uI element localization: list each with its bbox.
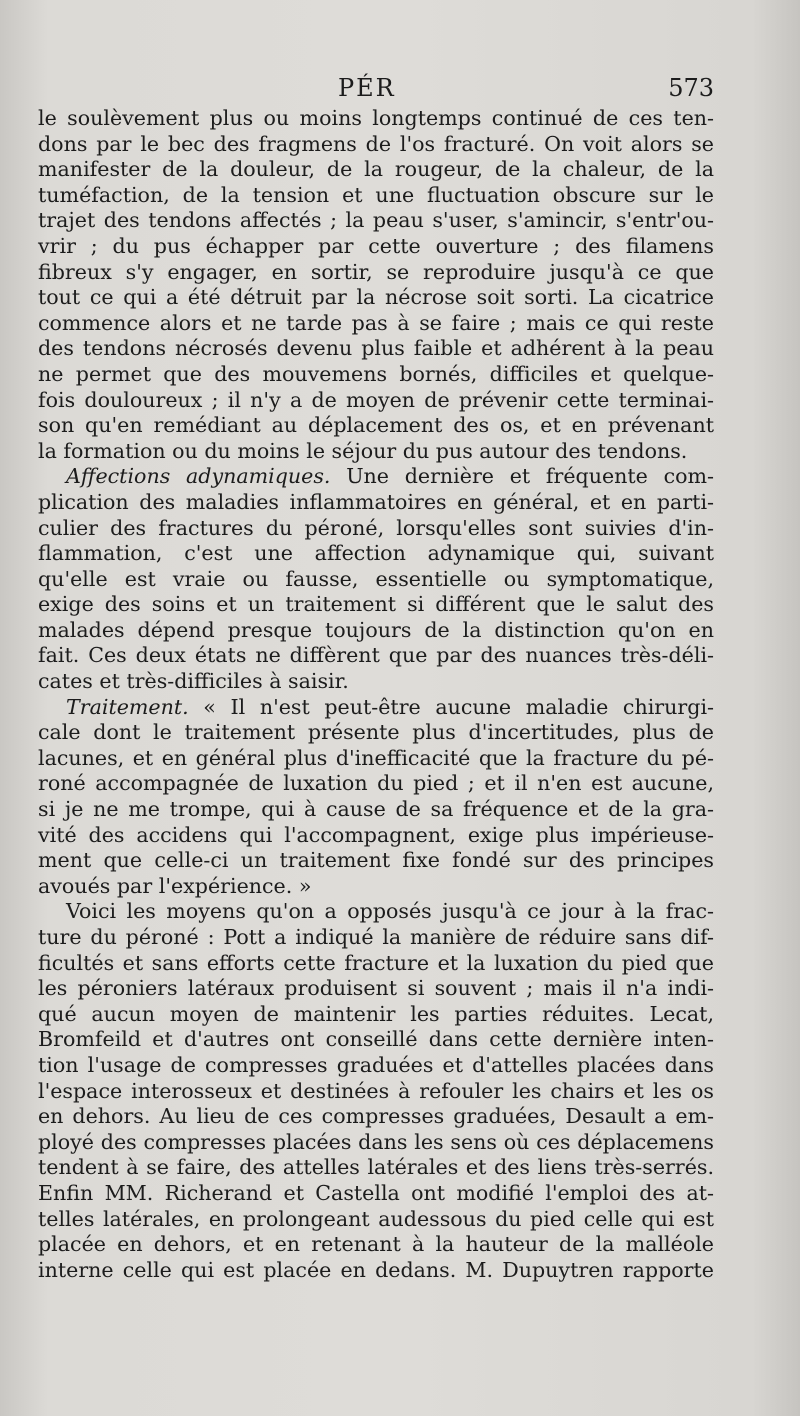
text-line	[38, 643, 714, 669]
italic-lead: Affections adynamiques.	[66, 464, 331, 489]
text-line	[38, 746, 714, 772]
text-line	[38, 951, 714, 977]
line-text: trajet des tendons affectés ; la peau s'user, s'amincir, s'entr'ou-	[38, 208, 714, 233]
text-line	[38, 464, 714, 490]
line-text: la formation ou du moins le séjour du pus autour des tendons.	[38, 438, 688, 463]
line-text: fois douloureux ; il n'y a de moyen de prévenir cette terminai-	[38, 387, 714, 412]
text-line	[38, 1002, 714, 1028]
text-line	[38, 183, 714, 209]
text-line	[38, 106, 714, 132]
line-text: ment que celle-ci un traitement fixe fondé sur des principes	[38, 848, 714, 873]
line-text: tout ce qui a été détruit par la nécrose soit sorti. La cicatrice	[38, 285, 714, 310]
text-line	[38, 976, 714, 1002]
text-line	[38, 1027, 714, 1053]
text-line	[38, 157, 714, 183]
line-text: qu'elle est vraie ou fausse, essentielle ou symptomatique,	[38, 566, 714, 591]
text-line	[38, 1053, 714, 1079]
line-text: avoués par l'expérience. »	[38, 873, 312, 898]
line-text: ficultés et sans efforts cette fracture et la luxation du pied que	[38, 950, 714, 975]
line-text: cates et très-difficiles à saisir.	[38, 669, 349, 694]
text-line	[38, 234, 714, 260]
line-text: flammation, c'est une affection adynamique qui, suivant	[38, 541, 714, 566]
line-text: exige des soins et un traitement si différent que le salut des	[38, 592, 714, 617]
line-text: Bromfeild et d'autres ont conseillé dans cette dernière inten-	[38, 1027, 714, 1052]
text-line	[38, 336, 714, 362]
text-line	[38, 490, 714, 516]
line-text: malades dépend presque toujours de la distinction qu'on en	[38, 617, 714, 642]
line-text: son qu'en remédiant au déplacement des os, et en prévenant	[38, 413, 714, 438]
line-text: tendent à se faire, des attelles latérales et des liens très-serrés.	[38, 1155, 714, 1180]
text-line	[38, 1155, 714, 1181]
line-text: ployé des compresses placées dans les sens où ces déplacemens	[38, 1129, 714, 1154]
text-line	[38, 1104, 714, 1130]
text-line	[38, 874, 714, 900]
line-text: culier des fractures du péroné, lorsqu'elles sont suivies d'in-	[38, 515, 714, 540]
line-text: interne celle qui est placée en dedans. M. Dupuytren rapporte	[38, 1257, 714, 1282]
line-text: qué aucun moyen de maintenir les parties réduites. Lecat,	[38, 1001, 714, 1026]
line-text: ture du péroné : Pott a indiqué la manière de réduire sans dif-	[38, 925, 714, 949]
text-line	[38, 516, 714, 542]
text-line	[38, 439, 714, 465]
page-header	[38, 74, 714, 104]
text-line	[38, 285, 714, 311]
text-line	[38, 1207, 714, 1233]
line-text: « Il n'est peut-être aucune maladie chirurgi-	[188, 694, 714, 719]
text-line	[38, 541, 714, 567]
line-text: Voici les moyens qu'on a opposés jusqu'à ce jour à la frac-	[66, 899, 714, 924]
line-text: les péroniers latéraux produisent si souvent ; mais il n'a indi-	[38, 976, 714, 1001]
line-text: des tendons nécrosés devenu plus faible et adhérent à la peau	[38, 336, 714, 361]
text-line	[38, 208, 714, 234]
body-text	[38, 106, 714, 1283]
line-text: cale dont le traitement présente plus d'incertitudes, plus de	[38, 720, 714, 745]
text-line	[38, 797, 714, 823]
page-number: 573	[668, 74, 714, 102]
text-line	[38, 848, 714, 874]
line-text: l'espace interosseux et destinées à refouler les chairs et les os	[38, 1078, 714, 1103]
text-line	[38, 669, 714, 695]
text-line	[38, 362, 714, 388]
text-line	[38, 311, 714, 337]
text-line	[38, 771, 714, 797]
line-text: le soulèvement plus ou moins longtemps continué de ces ten-	[38, 106, 714, 130]
text-line	[38, 720, 714, 746]
line-text: roné accompagnée de luxation du pied ; et il n'en est aucune,	[38, 771, 714, 796]
text-line	[38, 1079, 714, 1105]
text-line	[38, 1130, 714, 1156]
line-text: vrir ; du pus échapper par cette ouverture ; des filamens	[38, 233, 714, 258]
text-line	[38, 618, 714, 644]
text-line	[38, 899, 714, 925]
line-text: dons par le bec des fragmens de l'os fracturé. On voit alors se	[38, 131, 714, 156]
text-line	[38, 1258, 714, 1284]
line-text: tion l'usage de compresses graduées et d'attelles placées dans	[38, 1052, 714, 1077]
text-line	[38, 567, 714, 593]
text-line	[38, 1181, 714, 1207]
line-text: telles latérales, en prolongeant audessous du pied celle qui est	[38, 1206, 714, 1231]
text-line	[38, 132, 714, 158]
line-text: Enfin MM. Richerand et Castella ont modifié l'emploi des at-	[38, 1180, 714, 1205]
text-line	[38, 260, 714, 286]
line-text: plication des maladies inflammatoires en général, et en parti-	[38, 489, 714, 514]
line-text: lacunes, et en général plus d'inefficacité que la fracture du pé-	[38, 745, 714, 770]
italic-lead: Traitement.	[66, 694, 189, 719]
line-text: commence alors et ne tarde pas à se faire ; mais ce qui reste	[38, 310, 714, 335]
line-text: tuméfaction, de la tension et une fluctuation obscure sur le	[38, 182, 714, 207]
line-text: fait. Ces deux états ne diffèrent que par des nuances très-déli-	[38, 643, 714, 668]
text-line	[38, 695, 714, 721]
line-text: en dehors. Au lieu de ces compresses graduées, Desault a em-	[38, 1104, 714, 1129]
line-text: manifester de la douleur, de la rougeur, de la chaleur, de la	[38, 157, 714, 182]
text-line	[38, 925, 714, 951]
line-text: fibreux s'y engager, en sortir, se reproduire jusqu'à ce que	[38, 259, 714, 284]
running-head: PÉR	[338, 74, 396, 102]
text-line	[38, 413, 714, 439]
text-line	[38, 592, 714, 618]
line-text: ne permet que des mouvemens bornés, difficiles et quelque-	[38, 361, 714, 386]
line-text: Une dernière et fréquente com-	[330, 464, 714, 489]
text-line	[38, 388, 714, 414]
text-line	[38, 823, 714, 849]
line-text: vité des accidens qui l'accompagnent, exige plus impérieuse-	[38, 822, 714, 847]
line-text: si je ne me trompe, qui à cause de sa fréquence et de la gra-	[38, 797, 714, 822]
line-text: placée en dehors, et en retenant à la hauteur de la malléole	[38, 1232, 714, 1257]
text-line	[38, 1232, 714, 1258]
